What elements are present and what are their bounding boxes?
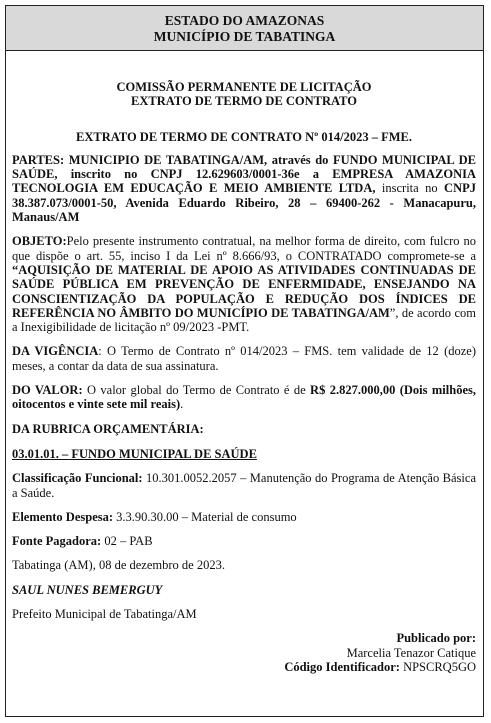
objeto-label: OBJETO: — [12, 234, 67, 249]
partes-text-2: inscrita no — [375, 181, 445, 196]
publication-block — [12, 631, 476, 674]
signer-name: SAUL NUNES BEMERGUY — [12, 582, 163, 597]
objeto-text-1: Pelo presente instrumento contratual, na melhor forma de direito, com fulcro no que dispõe o art. 55, inciso I da Lei nº 8.666/93, o CONTRATADO compromete-se a — [12, 234, 476, 263]
signer-name-paragraph — [12, 583, 476, 597]
header-municipality: MUNICÍPIO DE TABATINGA — [153, 29, 336, 44]
commission-title — [12, 80, 476, 109]
publisher-name: Marcelia Tenazor Catique — [346, 645, 476, 660]
partes-text-1: MUNICIPIO DE TABATINGA/AM, através do FUNDO MUNICIPAL DE SAÚDE, inscrito no CNPJ 12.629603/0001-36e a EMPRESA AMAZONIA TECNOLOGIA EM EDUCAÇÃO E MEIO AMBIENTE LTDA, — [12, 152, 476, 196]
valor-label: DO VALOR: — [12, 383, 83, 398]
fonte-text: 02 – PAB — [101, 534, 153, 549]
identifier-label: Código Identificador: — [284, 659, 400, 674]
fundo-label: 03.01.01. – FUNDO MUNICIPAL DE SAÚDE — [12, 446, 257, 461]
document-body — [12, 63, 476, 674]
document-page — [5, 5, 484, 717]
objeto-text-2: “AQUISIÇÃO DE MATERIAL DE APOIO AS ATIVIDADES CONTINUADAS DE SAÚDE PÚBLICA EM PREVENÇÃO DE ENFERMIDADE, ENSEJANDO NA CONSCIENTIZAÇÃO DA POPULAÇÃO E REDUÇÃO DOS ÍNDICES DE REFERÊNCIA NO ÂMBITO DO MUNICÍPIO DE TABATINGA/AM — [12, 262, 476, 320]
classificacao-paragraph — [12, 471, 476, 500]
header-state: ESTADO DO AMAZONAS — [164, 13, 325, 28]
partes-paragraph — [12, 153, 476, 224]
rubrica-heading — [12, 422, 476, 436]
classificacao-text: 10.301.0052.2057 – Manutenção do Programa de Atenção Básica a Saúde. — [12, 471, 476, 500]
date-place: Tabatinga (AM), 08 de dezembro de 2023. — [12, 558, 225, 573]
objeto-paragraph — [12, 234, 476, 334]
vigencia-label: DA VIGÊNCIA — [12, 344, 99, 359]
fonte-label: Fonte Pagadora: — [12, 534, 102, 549]
identifier-code: NPSCRQ5GO — [403, 659, 476, 674]
valor-text-1: O valor global do Termo de Contrato é de — [82, 383, 311, 398]
classificacao-label: Classificação Funcional: — [12, 471, 143, 486]
partes-text-3: CNPJ 38.387.073/0001-50, Avenida Eduardo Ribeiro, 28 – 69400-262 - Manacapuru, Manaus/AM — [12, 181, 476, 225]
valor-amount: R$ 2.827.000,00 (Dois milhões, oitocentos e vinte sete mil reais) — [12, 383, 476, 412]
published-by-label: Publicado por: — [396, 631, 476, 646]
fonte-paragraph — [12, 534, 476, 548]
rubrica-label: DA RUBRICA ORÇAMENTÁRIA: — [12, 421, 204, 436]
elemento-label: Elemento Despesa: — [12, 509, 114, 524]
signer-role: Prefeito Municipal de Tabatinga/AM — [12, 607, 197, 622]
valor-text-3: . — [180, 397, 184, 412]
elemento-text: 3.3.90.30.00 – Material de consumo — [113, 509, 297, 524]
header-banner — [6, 6, 483, 51]
vigencia-paragraph — [12, 344, 476, 373]
vigencia-text: : O Termo de Contrato nº 014/2023 – FMS. tem validade de 12 (doze) meses, a contar da data de sua assinatura. — [12, 344, 476, 373]
contract-extract-title: EXTRATO DE TERMO DE CONTRATO Nº 014/2023 – FME. — [76, 129, 412, 144]
elemento-paragraph — [12, 510, 476, 524]
valor-paragraph — [12, 383, 476, 412]
title-line-1: COMISSÃO PERMANENTE DE LICITAÇÃO — [116, 80, 372, 94]
objeto-text-3: ”, de acordo com a Inexigibilidade de licitação nº 09/2023 -PMT. — [12, 305, 476, 335]
fundo-heading — [12, 447, 476, 461]
title-line-2: EXTRATO DE TERMO DE CONTRATO — [131, 94, 357, 109]
partes-label: PARTES: — [12, 152, 65, 167]
